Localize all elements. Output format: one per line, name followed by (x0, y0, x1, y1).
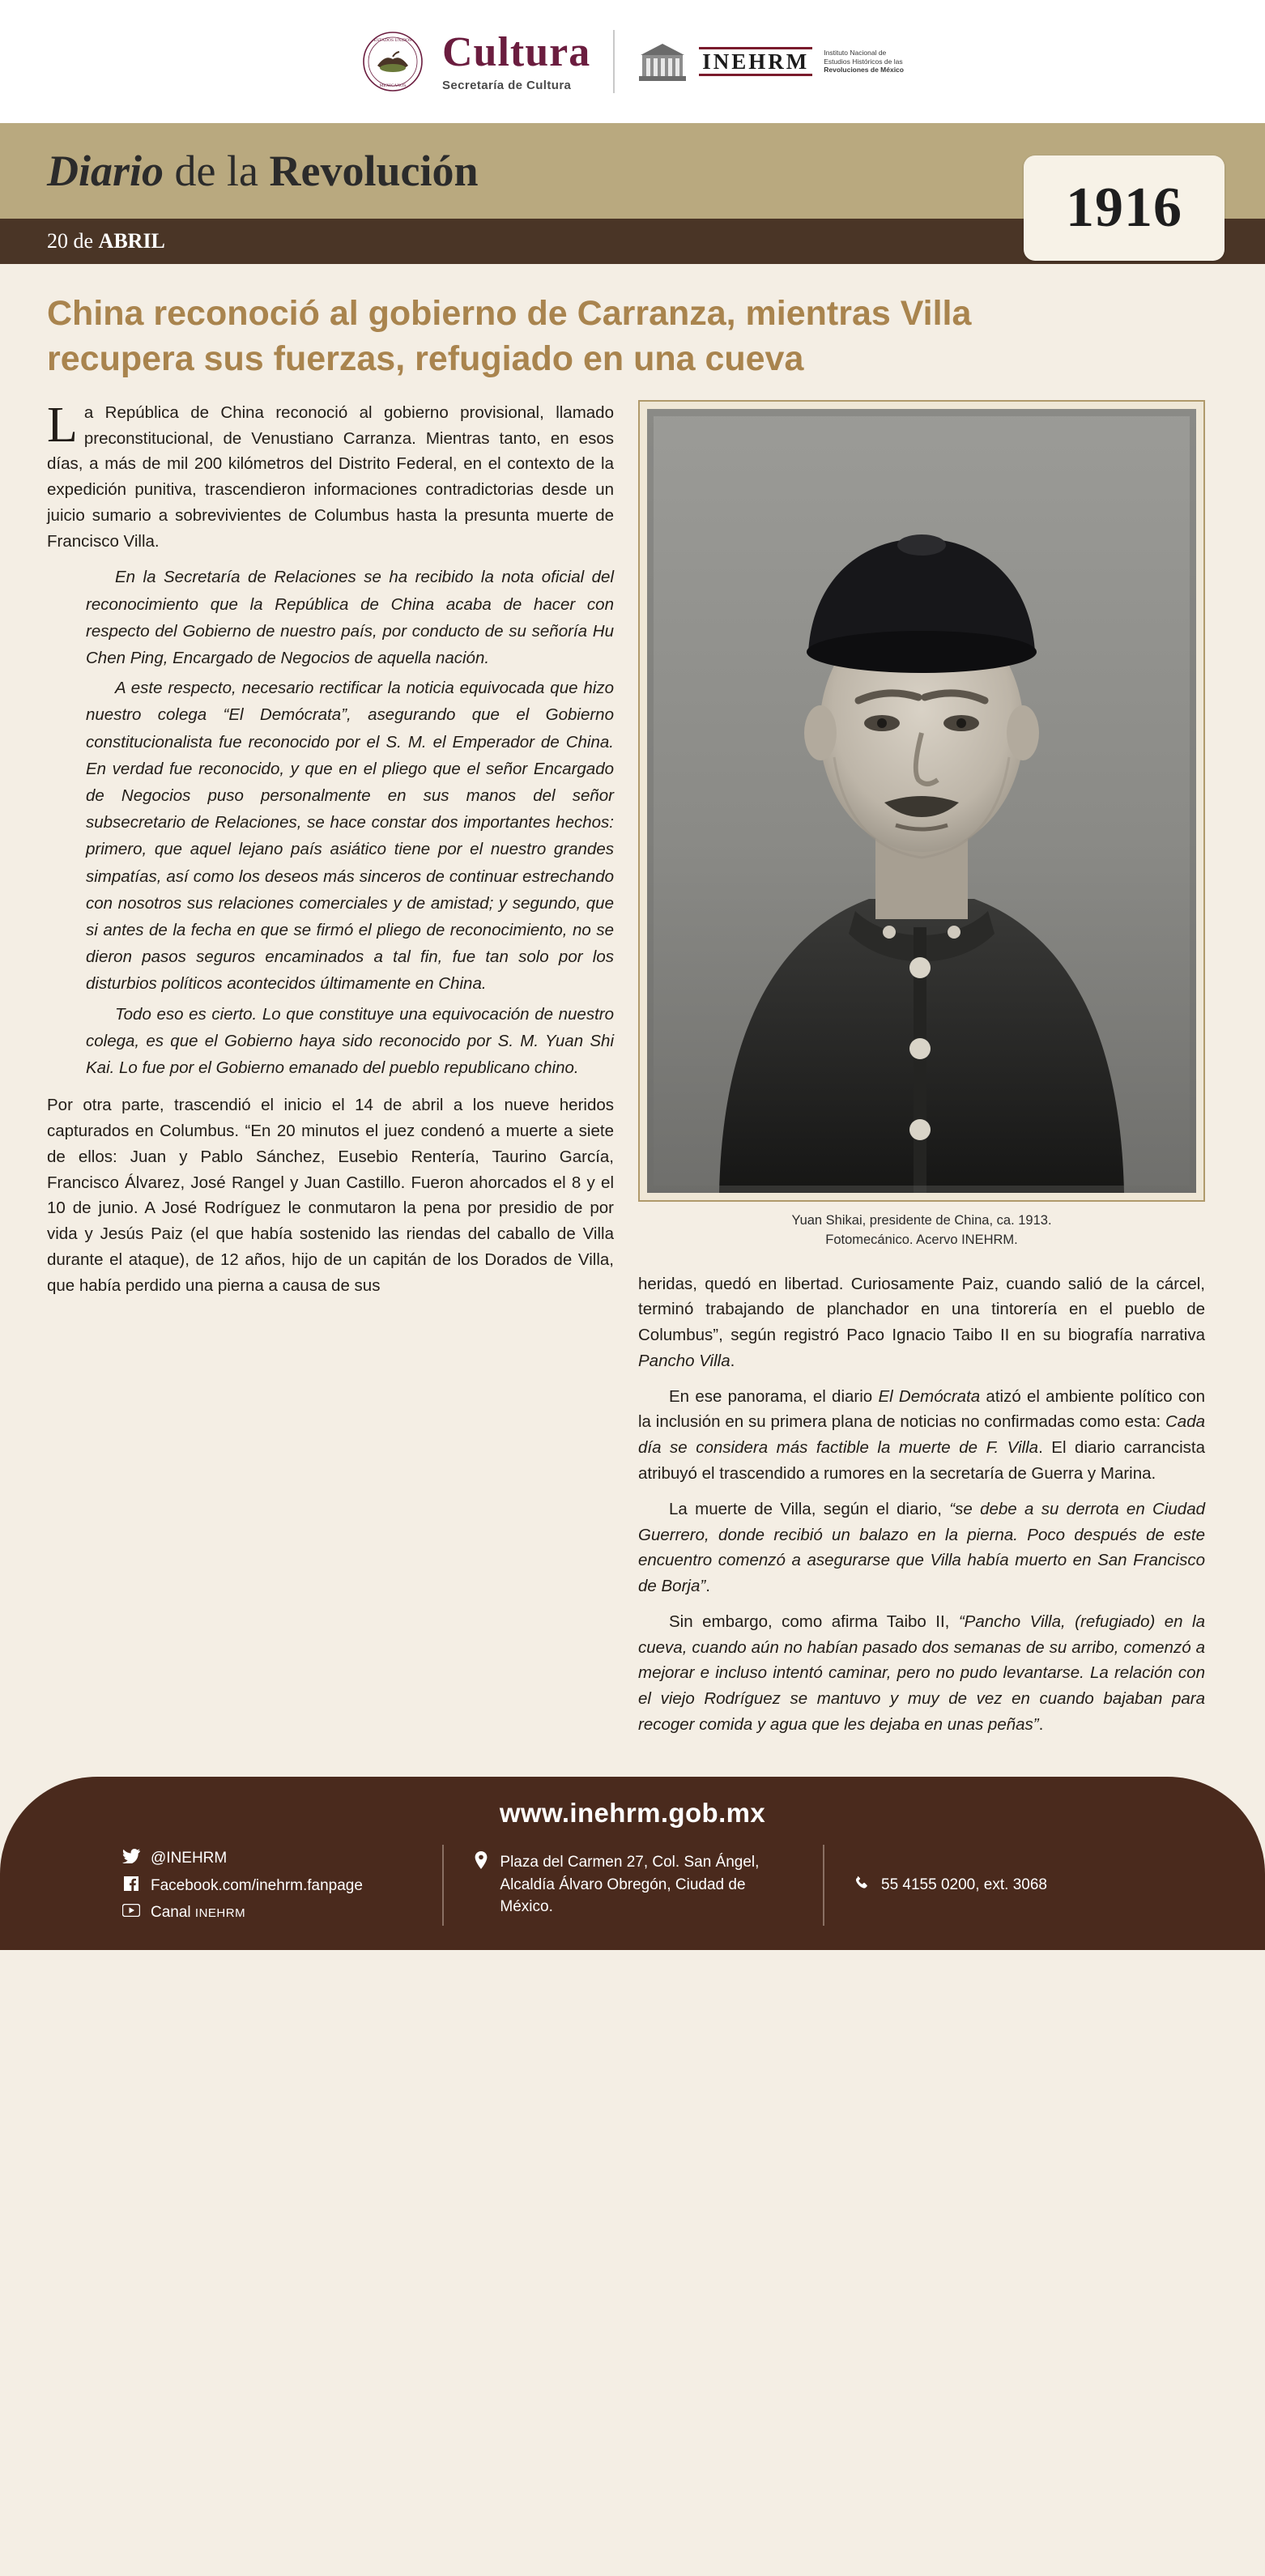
date-month: ABRIL (98, 229, 165, 253)
yuan-shikai-portrait (647, 409, 1196, 1193)
cultura-logo (361, 30, 590, 93)
footer-phone-number: 55 4155 0200, ext. 3068 (881, 1876, 1047, 1893)
address-line-2: Alcaldía Álvaro Obregón, Ciudad de México. (500, 1876, 746, 1916)
inehrm-desc-line-3: Revoluciones de México (824, 66, 904, 75)
footer-address-row (471, 1851, 795, 1918)
headline-section (0, 264, 1265, 392)
address-line-1: Plaza del Carmen 27, Col. San Ángel, (500, 1854, 760, 1871)
inehrm-wordmark: INEHRM (699, 47, 812, 76)
taibo-italic: “Pancho Villa, (refugiado) en la cueva, cuando aún no habían pasado dos semanas de su arribo, comenzó a mejorar e incluso intentó caminar, pero no pudo levantarse. La relación con el viejo Rodríguez se mantuvo y muy de vez en cuando bajaban para recoger comida y agua que les dejaba en unas peñas” (638, 1612, 1205, 1734)
phone-icon (852, 1876, 871, 1895)
cultura-subtitle: Secretaría de Cultura (442, 79, 572, 92)
footer-youtube-label (151, 1904, 245, 1922)
lead-paragraph (47, 397, 614, 555)
democrata-c: . El diario carrancista atribuyó el trascendido a rumores en la secretaría de Guerra y Marina. (638, 1438, 1205, 1483)
democrata-italic-2: Cada día se considera más factible la muerte de F. Villa (638, 1412, 1205, 1458)
quote-paragraph-3: Todo eso es cierto. Lo que constituye una equivocación de nuestro colega, es que el Gobierno haya sido reconocido por S. M. Yuan Shi Kai. Lo fue por el Gobierno emanado del pueblo republicano chino. (86, 1004, 614, 1078)
footer-social-column (94, 1845, 442, 1926)
footer-phone-column (823, 1845, 1171, 1926)
publication-title (47, 146, 479, 196)
mexican-coat-of-arms-icon (361, 30, 424, 93)
paragraph-taibo (638, 1609, 1205, 1738)
left-column (47, 397, 614, 1309)
muerte-a: La muerte de Villa, según el diario, (669, 1499, 950, 1518)
inehrm-building-icon (637, 40, 688, 83)
columbus-cont-a: heridas, quedó en libertad. Curiosamente Paiz, cuando salió de la cárcel, terminó trabajando de planchador en una tintorería en el pueblo de Columbus”, según registró Paco Ignacio Taibo II en su biografía narrativa (638, 1274, 1205, 1345)
footer-twitter-handle: @INEHRM (151, 1849, 228, 1867)
footer-address-column (442, 1845, 823, 1926)
cultura-title: Cultura (442, 29, 591, 75)
youtube-label-b: INEHRM (194, 1905, 246, 1920)
youtube-icon (121, 1904, 141, 1922)
inehrm-description (824, 49, 904, 75)
taibo-a: Sin embargo, como afirma Taibo II, (669, 1612, 959, 1631)
columbus-cont-b: . (730, 1351, 735, 1370)
location-pin-icon (471, 1851, 490, 1874)
footer-address-text (500, 1851, 795, 1918)
youtube-label-a: Canal (151, 1903, 195, 1921)
masthead-title-italic: Diario (47, 147, 164, 195)
top-section (47, 397, 1218, 1748)
quote-paragraph-2: A este respecto, necesario rectificar la noticia equivocada que hizo nuestro colega “El Demócrata”, asegurando que el Gobierno constitucionalista fue reconocido por el S. M. el Emperador de China. En verdad fue reconocido, y que en el pliego que el señor Encargado de Negocios puso personalmente en sus manos del señor subsecretario de Relaciones, se hace constar dos importantes hechos: primero, que aquel lejano país asiático tiene por el nuestro grandes simpatías, así como los deseos más sinceros de continuar estrechando con nosotros sus relaciones comerciales y de amistad; y segundo, que si antes de la fecha en que se firmó el pliego de reconocimiento, no se dieron pasos seguros encaminados a tal fin, fue tan solo por los disturbios políticos acontecidos últimamente en China. (86, 679, 614, 994)
masthead-title-bold: Revolución (269, 147, 479, 195)
inehrm-logo (637, 40, 904, 83)
muerte-italic: “se debe a su derrota en Ciudad Guerrero, donde recibió un balazo en la pierna. Poco después de este encuentro comenzó a asegurarse que Villa había muerto en San Francisco de Borja” (638, 1499, 1206, 1596)
paragraph-democrata (638, 1384, 1205, 1487)
svg-text:ESTADOS UNIDOS: ESTADOS UNIDOS (373, 38, 412, 43)
header-logo-bar (0, 0, 1265, 123)
democrata-b: atizó el ambiente político con la inclusión en su primera plana de noticias no confirmadas como esta: (638, 1386, 1205, 1432)
democrata-a: En ese panorama, el diario (669, 1386, 879, 1406)
page-footer (0, 1777, 1265, 1950)
caption-line-1: Yuan Shikai, presidente de China, ca. 1913. (791, 1212, 1052, 1228)
democrata-italic-1: El Demócrata (878, 1386, 981, 1406)
year-value: 1916 (1066, 177, 1182, 239)
inehrm-desc-line-2: Estudios Históricos de las (824, 57, 903, 66)
inehrm-desc-line-1: Instituto Nacional de (824, 49, 887, 57)
footer-facebook-row[interactable] (121, 1876, 415, 1896)
inehrm-text-block (699, 47, 812, 76)
lead-text: a República de China reconoció al gobierno provisional, llamado preconstitucional, de Venustiano Carranza. Mientras tanto, en esos días, a más de mil 200 kilómetros del Distrito Federal, en el contexto de la expedición punitiva, trascendieron informaciones contradictorias desde un juicio sumario a sobrevivientes de Columbus hasta la presunta muerte de Francisco Villa. (47, 402, 614, 551)
date-day: 20 de (47, 229, 99, 253)
paragraph-columbus: Por otra parte, trascendió el inicio el 14 de abril a los nueve heridos capturados en Columbus. “En 20 minutos el juez condenó a muerte a siete de ellos: Juan y Pablo Sánchez, Eusebio Rentería, Taurino García, Francisco Álvarez, José Rangel y Juan Castillo. Fueron ahorcados el 8 y el 10 de junio. A José Rodríguez le conmutaron la pena por presidio de por vida y Jesús Paiz (el que había sostenido las riendas del caballo de Villa durante el ataque), de 12 años, hijo de un capitán de los Dorados de Villa, que había perdido una pierna a causa de sus (47, 1096, 614, 1295)
twitter-icon (121, 1849, 141, 1868)
muerte-b: . (705, 1577, 710, 1596)
footer-phone-row (852, 1876, 1144, 1895)
caption-line-2: Fotomecánico. Acervo INEHRM. (825, 1232, 1018, 1247)
blockquote-reconocimiento (47, 564, 614, 1081)
columbus-cont-italic: Pancho Villa (638, 1351, 730, 1370)
masthead (0, 123, 1265, 239)
facebook-icon (121, 1876, 141, 1896)
article-headline: China reconoció al gobierno de Carranza, mientras Villa recupera sus fuerzas, refugiado en una cueva (47, 294, 972, 378)
svg-text:MEXICANOS: MEXICANOS (379, 83, 407, 88)
logo-divider (613, 30, 615, 93)
footer-youtube-row[interactable] (121, 1904, 415, 1922)
figure-caption (638, 1211, 1205, 1250)
photo-frame (638, 400, 1205, 1202)
right-column-text (638, 1271, 1205, 1738)
article-figure (638, 400, 1205, 1250)
right-column (638, 400, 1205, 1748)
masthead-title-light: de la (164, 147, 270, 195)
cultura-wordmark (442, 29, 591, 92)
article-body (0, 392, 1265, 1748)
footer-twitter-row[interactable] (121, 1849, 415, 1868)
issue-date (47, 229, 165, 253)
drop-cap: L (47, 397, 78, 453)
year-badge (1024, 155, 1225, 261)
footer-columns (0, 1845, 1265, 1926)
footer-facebook-page: Facebook.com/inehrm.fanpage (151, 1876, 363, 1894)
footer-website-url[interactable]: www.inehrm.gob.mx (499, 1797, 766, 1828)
taibo-b: . (1038, 1714, 1044, 1734)
paragraph-columbus-continued (638, 1271, 1205, 1374)
paragraph-muerte (638, 1497, 1205, 1599)
quote-paragraph-1: En la Secretaría de Relaciones se ha recibido la nota oficial del reconocimiento que la República de China acaba de hacer con respecto del Gobierno de nuestro país, por conducto de su señoría Hu Chen Ping, Encargado de Negocios de aquella nación. (86, 568, 614, 667)
